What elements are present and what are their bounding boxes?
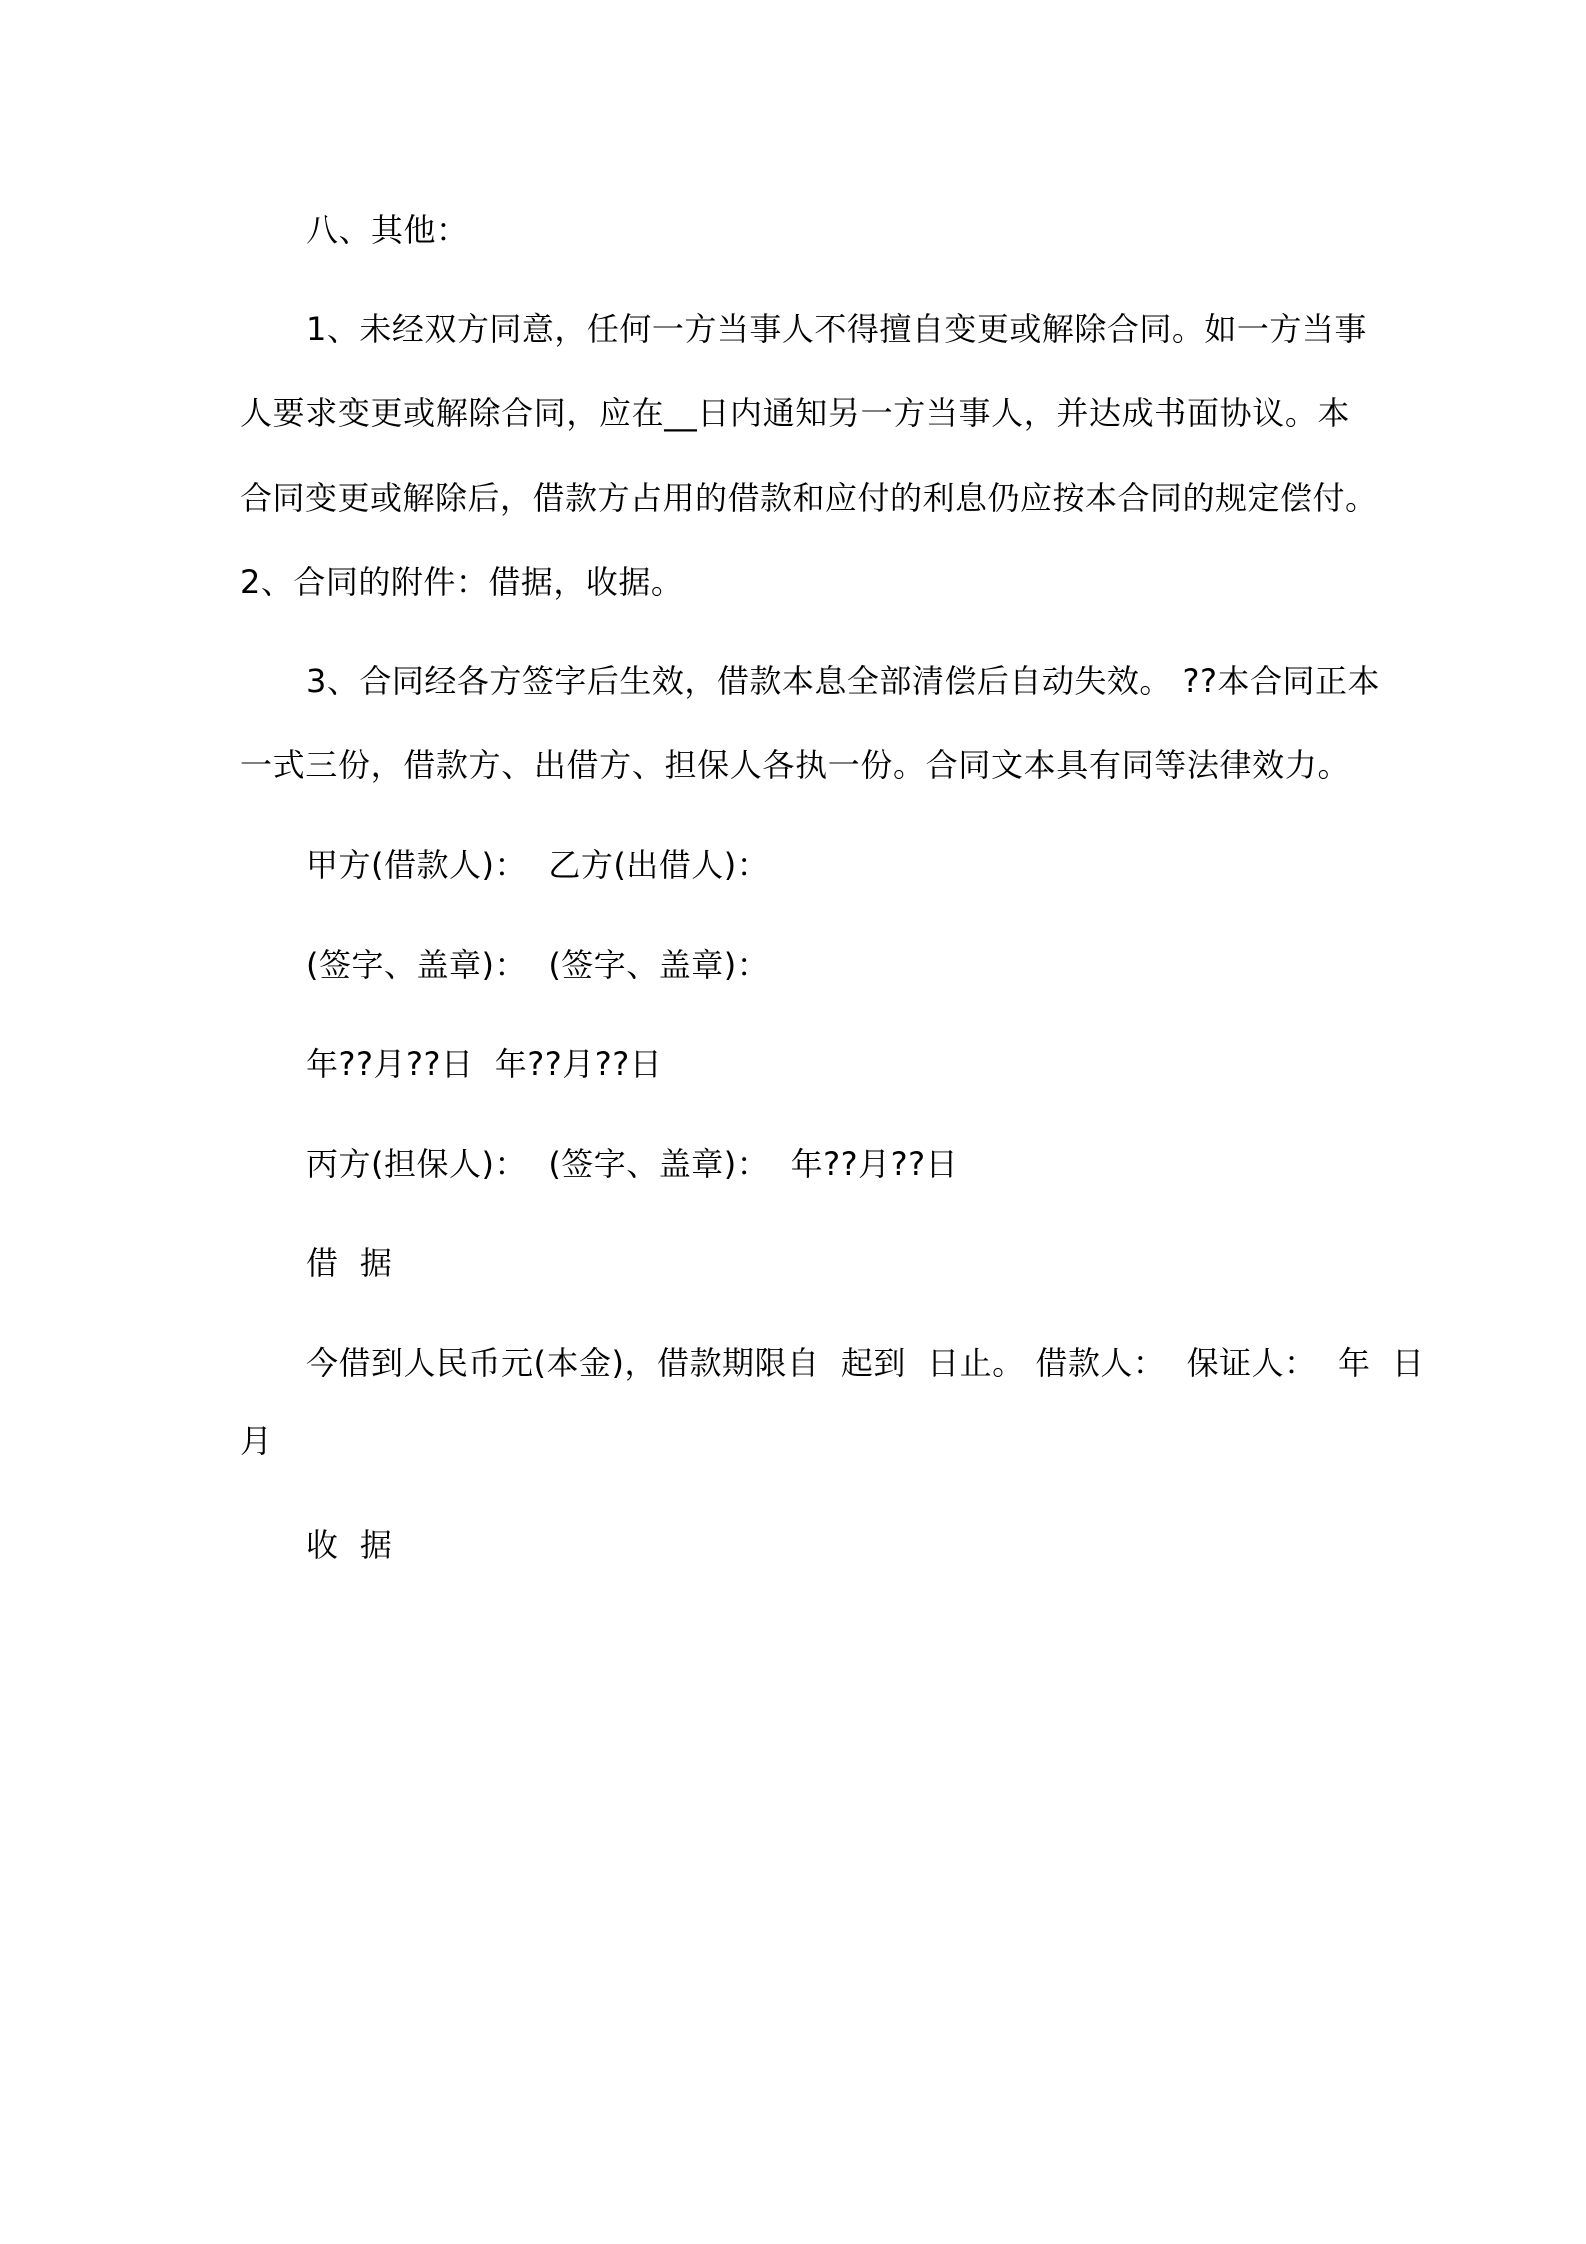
clause-2: 2、合同的附件：借据，收据。 <box>240 563 684 601</box>
clause-1-line-2: 人要求变更或解除合同，应在__日内通知另一方当事人，并达成书面协议。本 <box>240 394 1350 432</box>
clause-3-line-1: 3、合同经各方签字后生效，借款本息全部清偿后自动失效。 ??本合同正本 <box>306 662 1381 700</box>
clause-3-line-2: 一式三份，借款方、出借方、担保人各执一份。合同文本具有同等法律效力。 <box>240 746 1350 784</box>
signature-sign-stamp: (签字、盖章)： (签字、盖章)： <box>306 946 770 984</box>
loan-receipt-title: 借 据 <box>306 1244 393 1282</box>
clause-1-line-3: 合同变更或解除后，借款方占用的借款和应付的利息仍应按本合同的规定偿付。 <box>240 479 1378 517</box>
signature-parties: 甲方(借款人)： 乙方(出借人)： <box>306 846 770 884</box>
receipt-title: 收 据 <box>306 1526 393 1564</box>
signature-guarantor: 丙方(担保人)： (签字、盖章)： 年??月??日 <box>306 1145 959 1183</box>
loan-receipt-line-1: 今借到人民币元(本金)，借款期限自 起到 日止。 借款人： 保证人： 年 日 <box>306 1344 1425 1382</box>
clause-1-line-1: 1、未经双方同意，任何一方当事人不得擅自变更或解除合同。如一方当事 <box>306 310 1367 348</box>
section-heading: 八、其他： <box>306 211 469 249</box>
signature-dates: 年??月??日 年??月??日 <box>306 1045 663 1083</box>
loan-receipt-line-2: 月 <box>240 1422 273 1460</box>
